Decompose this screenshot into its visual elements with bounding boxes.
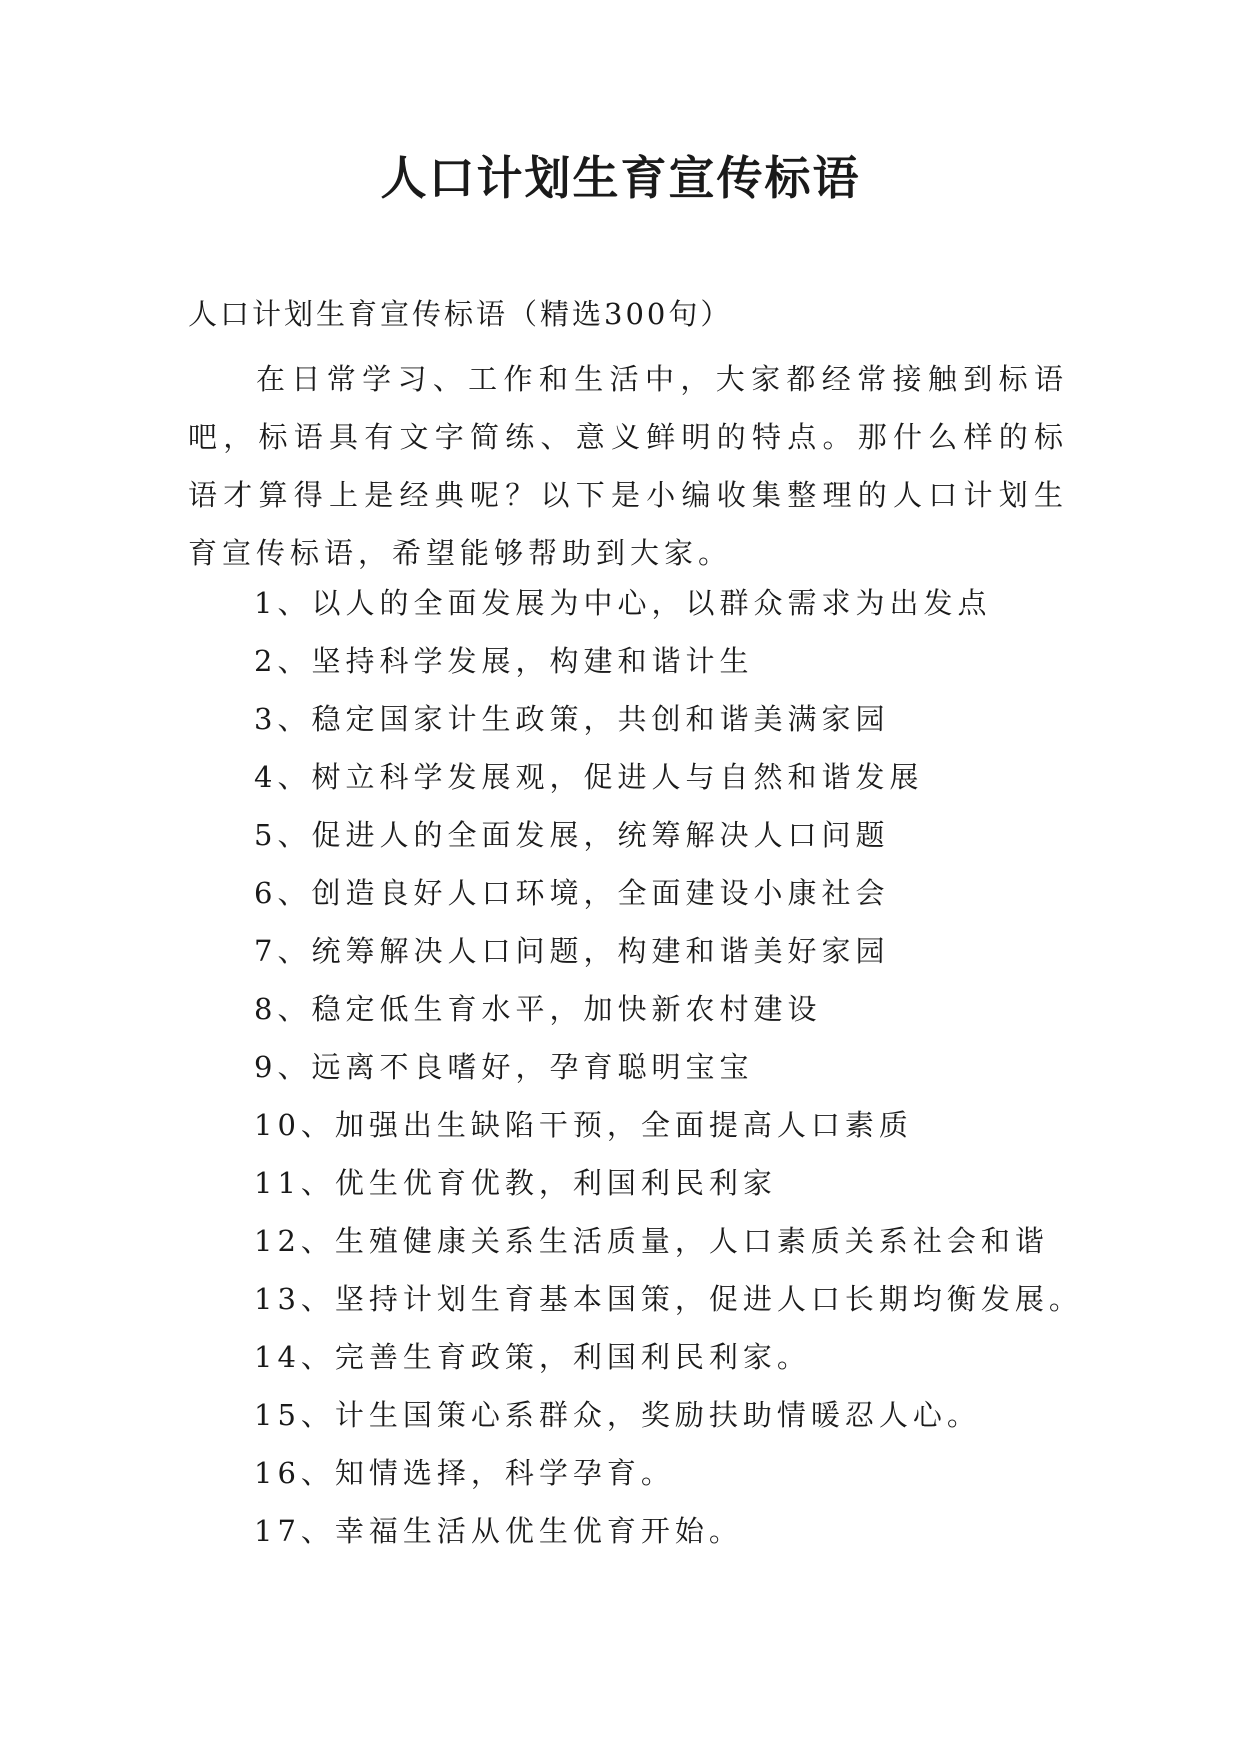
slogan-item: 4、树立科学发展观，促进人与自然和谐发展 <box>254 760 924 794</box>
slogan-item: 14、完善生育政策，利国利民利家。 <box>254 1340 811 1374</box>
slogan-list <box>254 583 1083 1569</box>
slogan-item: 8、稳定低生育水平，加快新农村建设 <box>254 992 822 1026</box>
document-title: 人口计划生育宣传标语 <box>380 151 861 205</box>
slogan-item: 7、统筹解决人口问题，构建和谐美好家园 <box>254 934 890 968</box>
slogan-item: 13、坚持计划生育基本国策，促进人口长期均衡发展。 <box>254 1282 1083 1316</box>
slogan-item: 15、计生国策心系群众，奖励扶助情暖忍人心。 <box>254 1398 981 1432</box>
slogan-item: 9、远离不良嗜好，孕育聪明宝宝 <box>254 1050 754 1084</box>
slogan-item: 16、知情选择，科学孕育。 <box>254 1456 675 1490</box>
slogan-item: 17、幸福生活从优生优育开始。 <box>254 1514 743 1548</box>
intro-paragraph: 在日常学习、工作和生活中，大家都经常接触到标语吧，标语具有文字简练、意义鲜明的特点。那什么样的标语才算得上是经典呢？以下是小编收集整理的人口计划生育宣传标语，希望能够帮助到大家。 <box>188 362 1068 570</box>
slogan-item: 11、优生优育优教，利国利民利家 <box>254 1166 777 1200</box>
slogan-item: 10、加强出生缺陷干预，全面提高人口素质 <box>254 1108 913 1142</box>
slogan-item: 2、坚持科学发展，构建和谐计生 <box>254 644 754 678</box>
document-subtitle: 人口计划生育宣传标语（精选300句） <box>188 297 733 331</box>
slogan-item: 12、生殖健康关系生活质量，人口素质关系社会和谐 <box>254 1224 1049 1258</box>
slogan-item: 6、创造良好人口环境，全面建设小康社会 <box>254 876 890 910</box>
slogan-item: 1、以人的全面发展为中心，以群众需求为出发点 <box>254 586 992 620</box>
slogan-item: 3、稳定国家计生政策，共创和谐美满家园 <box>254 702 890 736</box>
slogan-item: 5、促进人的全面发展，统筹解决人口问题 <box>254 818 890 852</box>
